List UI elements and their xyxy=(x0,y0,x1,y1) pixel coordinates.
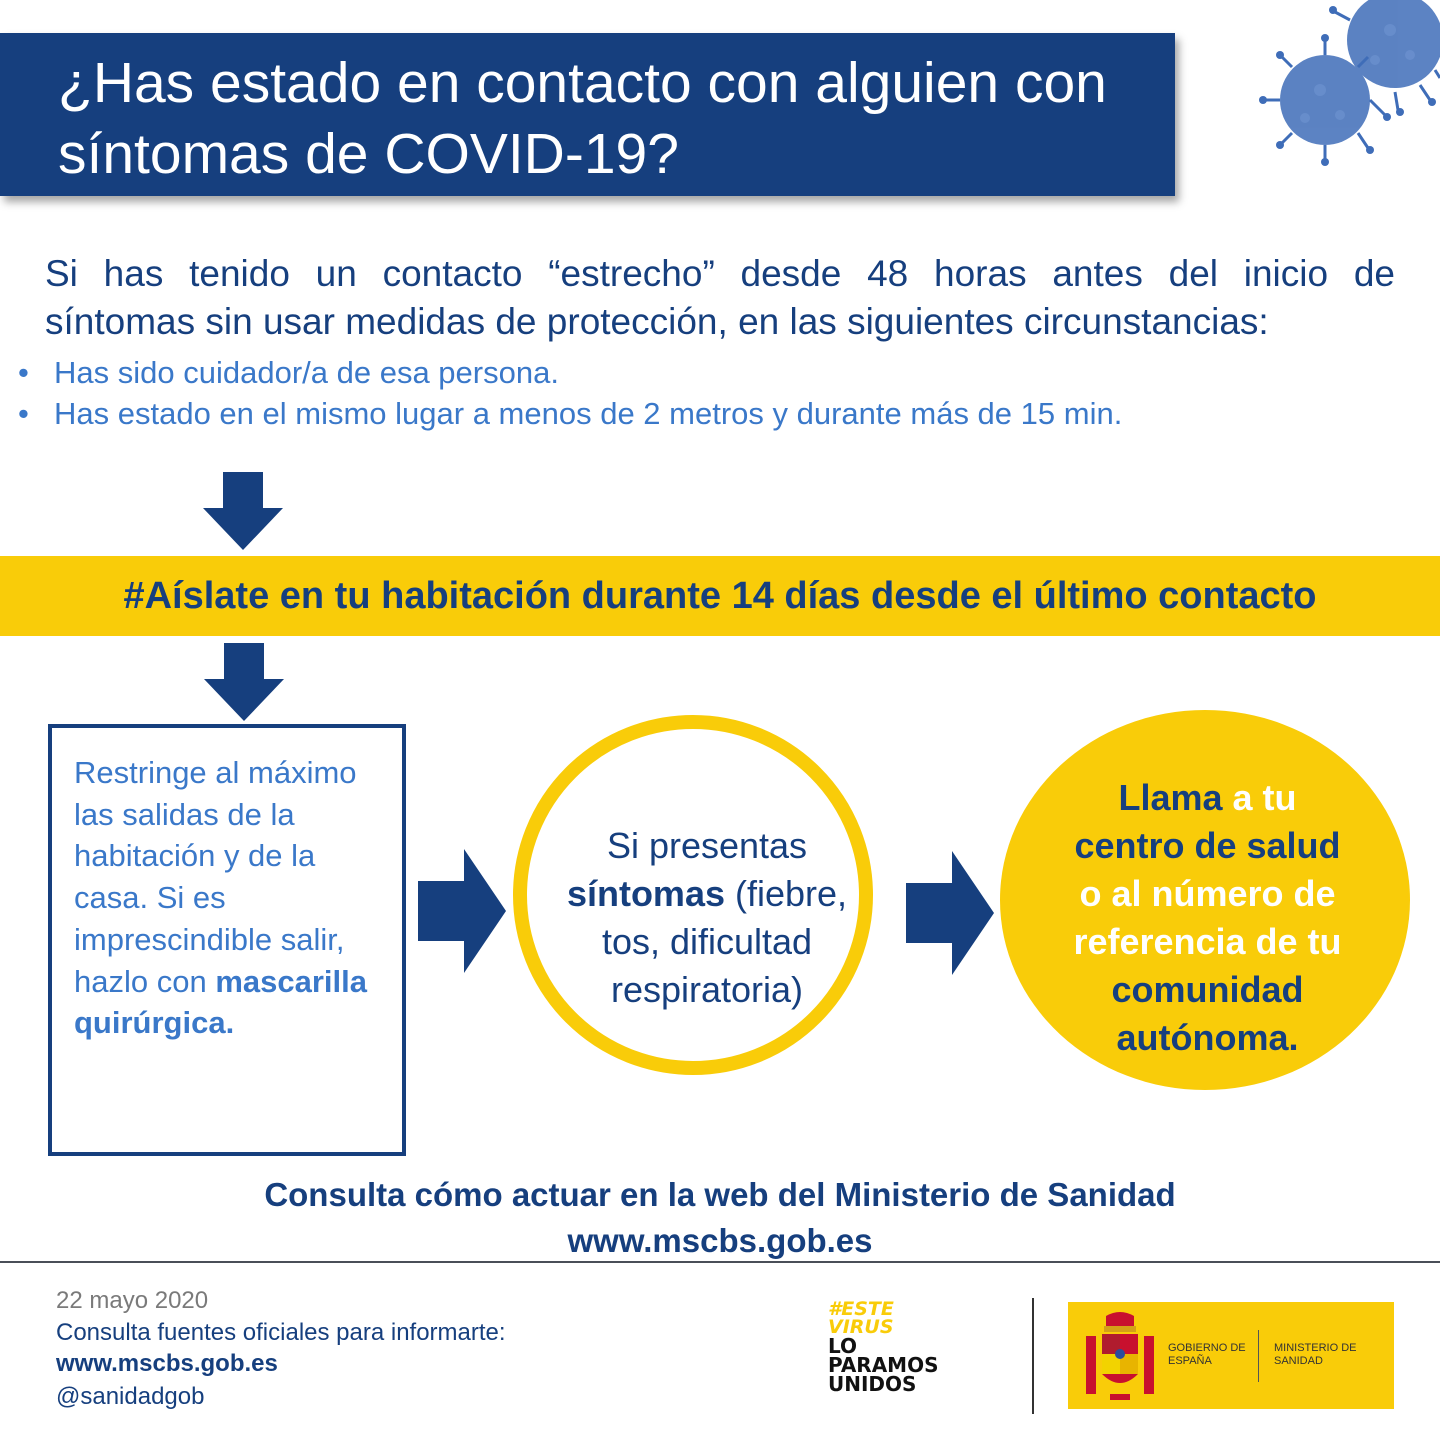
symptoms-text xyxy=(533,822,881,1014)
call-part-3: centro de salud xyxy=(1074,825,1341,866)
arrow-right-icon xyxy=(906,851,994,975)
date-label: 22 mayo 2020 xyxy=(56,1287,209,1314)
logo-divider xyxy=(1032,1298,1034,1414)
campaign-line-5: UNIDOS xyxy=(828,1372,917,1396)
bullet-dot-icon: • xyxy=(18,355,29,390)
footer-divider xyxy=(0,1261,1440,1263)
campaign-line-1: #ESTE xyxy=(828,1298,894,1320)
call-part-5: referencia de tu xyxy=(1073,921,1342,962)
arrow-right-icon xyxy=(418,849,506,973)
page-title xyxy=(58,48,1158,190)
campaign-line-2: VIRUS xyxy=(828,1316,894,1338)
campaign-line-3: LO xyxy=(828,1334,858,1358)
consult-message xyxy=(0,1172,1440,1264)
call-text xyxy=(1035,774,1380,1062)
coat-of-arms-icon xyxy=(1080,1308,1160,1404)
sources-link[interactable]: www.mscbs.gob.es xyxy=(56,1350,278,1377)
consult-link[interactable]: www.mscbs.gob.es xyxy=(567,1222,873,1259)
call-part-1: Llama xyxy=(1118,777,1223,818)
call-part-4: o al número de xyxy=(1079,873,1336,914)
restrict-bold: mascarilla quirúrgica. xyxy=(74,963,368,1041)
title-line-1: ¿Has estado en contacto con alguien con xyxy=(58,51,1107,115)
call-part-2: a tu xyxy=(1232,777,1297,818)
campaign-line-4: PARAMOS xyxy=(828,1353,939,1377)
call-part-6: comunidad autónoma. xyxy=(1111,969,1304,1058)
bullet-text: Has sido cuidador/a de esa persona. xyxy=(54,355,559,390)
symptoms-post: (fiebre, tos, dificultad respiratoria) xyxy=(601,873,848,1010)
gov-logo-separator xyxy=(1258,1330,1259,1382)
campaign-logo xyxy=(828,1298,1003,1396)
consult-line-1: Consulta cómo actuar en la web del Ministerio de Sanidad xyxy=(264,1176,1176,1213)
sources-label: Consulta fuentes oficiales para informarte: xyxy=(56,1319,506,1346)
intro-paragraph xyxy=(45,250,1395,346)
arrow-down-icon xyxy=(204,643,284,721)
intro-line-1: Si has tenido un contacto “estrecho” desde 48 horas antes del inicio de xyxy=(45,253,1395,294)
gov-label-right: MINISTERIO DE SANIDAD xyxy=(1274,1342,1357,1367)
bullet-item xyxy=(18,396,1122,432)
restrict-text xyxy=(74,752,390,1044)
bullet-item xyxy=(18,355,559,391)
gov-label-left: GOBIERNO DE ESPAÑA xyxy=(1168,1342,1246,1367)
bullet-text: Has estado en el mismo lugar a menos de 2 metros y durante más de 15 min. xyxy=(54,396,1123,431)
restrict-body: Restringe al máximo las salidas de la habitación y de la casa. Si es imprescindible salir, hazlo con xyxy=(74,755,357,999)
symptoms-bold: síntomas xyxy=(566,873,725,914)
arrow-down-icon xyxy=(203,472,283,550)
isolate-message: #Aíslate en tu habitación durante 14 días desde el último contacto xyxy=(123,575,1317,617)
intro-line-2: síntomas sin usar medidas de protección, en las siguientes circunstancias: xyxy=(45,301,1269,342)
bullet-dot-icon: • xyxy=(18,396,29,431)
social-handle[interactable]: @sanidadgob xyxy=(56,1383,205,1410)
virus-illustration-icon xyxy=(1240,0,1440,180)
symptoms-pre: Si presentas xyxy=(606,825,808,866)
title-line-2: síntomas de COVID-19? xyxy=(58,122,679,186)
